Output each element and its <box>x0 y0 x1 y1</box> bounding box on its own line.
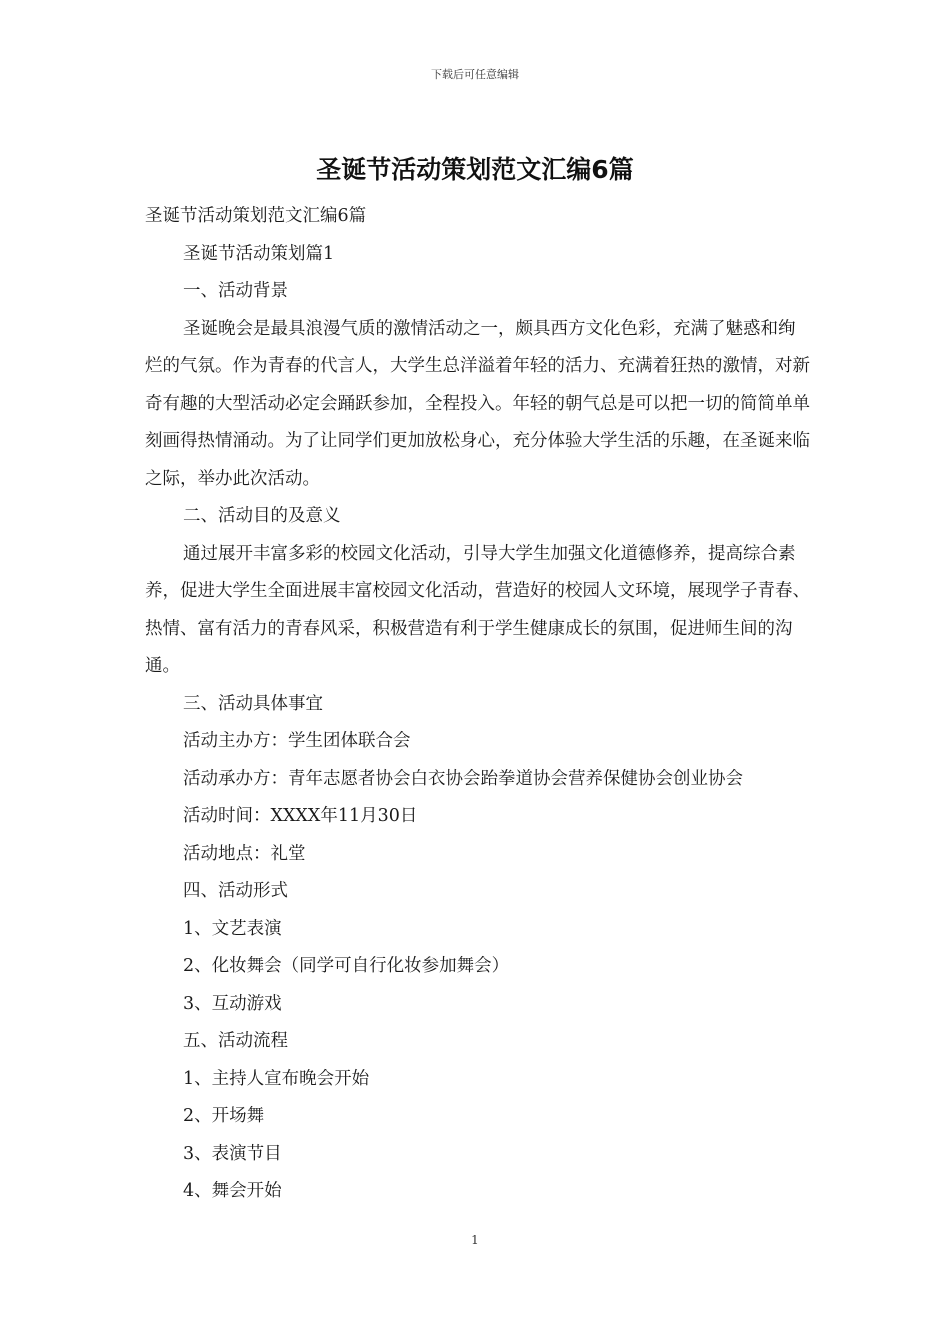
list-item: 2、化妆舞会（同学可自行化妆参加舞会） <box>183 956 510 976</box>
list-item: 1、主持人宣布晚会开始 <box>183 1068 370 1089</box>
list-item: 1、文艺表演 <box>183 918 282 939</box>
subtitle-line: 圣诞节活动策划范文汇编6篇 <box>145 206 367 226</box>
section-heading: 二、活动目的及意义 <box>183 506 341 526</box>
detail-line: 活动承办方：青年志愿者协会白衣协会跆拳道协会营养保健协会创业协会 <box>183 768 743 789</box>
body-paragraph: 圣诞晚会是最具浪漫气质的激情活动之一，颇具西方文化色彩，充满了魅惑和绚烂的气氛。作为青春的代言人，大学生总洋溢着年轻的活力、充满着狂热的激情，对新奇有趣的大型活动必定会踊跃参加，全程投入。年轻的朝气总是可以把一切的简简单单刻画得热情涌动。为了让同学们更加放松身心，充分体验大学生活的乐趣，在圣诞来临之际，举办此次活动。 <box>145 318 810 489</box>
detail-line: 活动时间：XXXX年11月30日 <box>183 806 418 826</box>
list-item: 2、开场舞 <box>183 1106 265 1126</box>
document-title: 圣诞节活动策划范文汇编6篇 <box>316 155 634 184</box>
detail-line: 活动主办方：学生团体联合会 <box>183 731 411 751</box>
document-body <box>145 198 811 1211</box>
page-number: 1 <box>471 1233 479 1247</box>
body-paragraph: 通过展开丰富多彩的校园文化活动，引导大学生加强文化道德修养，提高综合素养，促进大学生全面进展丰富校园文化活动，营造好的校园人文环境，展现学子青春、热情、富有活力的青春风采，积极营造有利于学生健康成长的氛围，促进师生间的沟通。 <box>145 543 810 676</box>
section-heading: 四、活动形式 <box>183 881 288 901</box>
detail-line: 活动地点：礼堂 <box>183 843 306 864</box>
header-note: 下载后可任意编辑 <box>431 68 519 81</box>
list-item: 3、互动游戏 <box>183 993 282 1014</box>
section-heading: 一、活动背景 <box>183 281 288 301</box>
section-heading: 圣诞节活动策划篇1 <box>183 243 335 264</box>
list-item: 3、表演节目 <box>183 1143 282 1164</box>
list-item: 4、舞会开始 <box>183 1181 282 1201</box>
section-heading: 三、活动具体事宜 <box>183 693 323 714</box>
section-heading: 五、活动流程 <box>183 1031 288 1051</box>
